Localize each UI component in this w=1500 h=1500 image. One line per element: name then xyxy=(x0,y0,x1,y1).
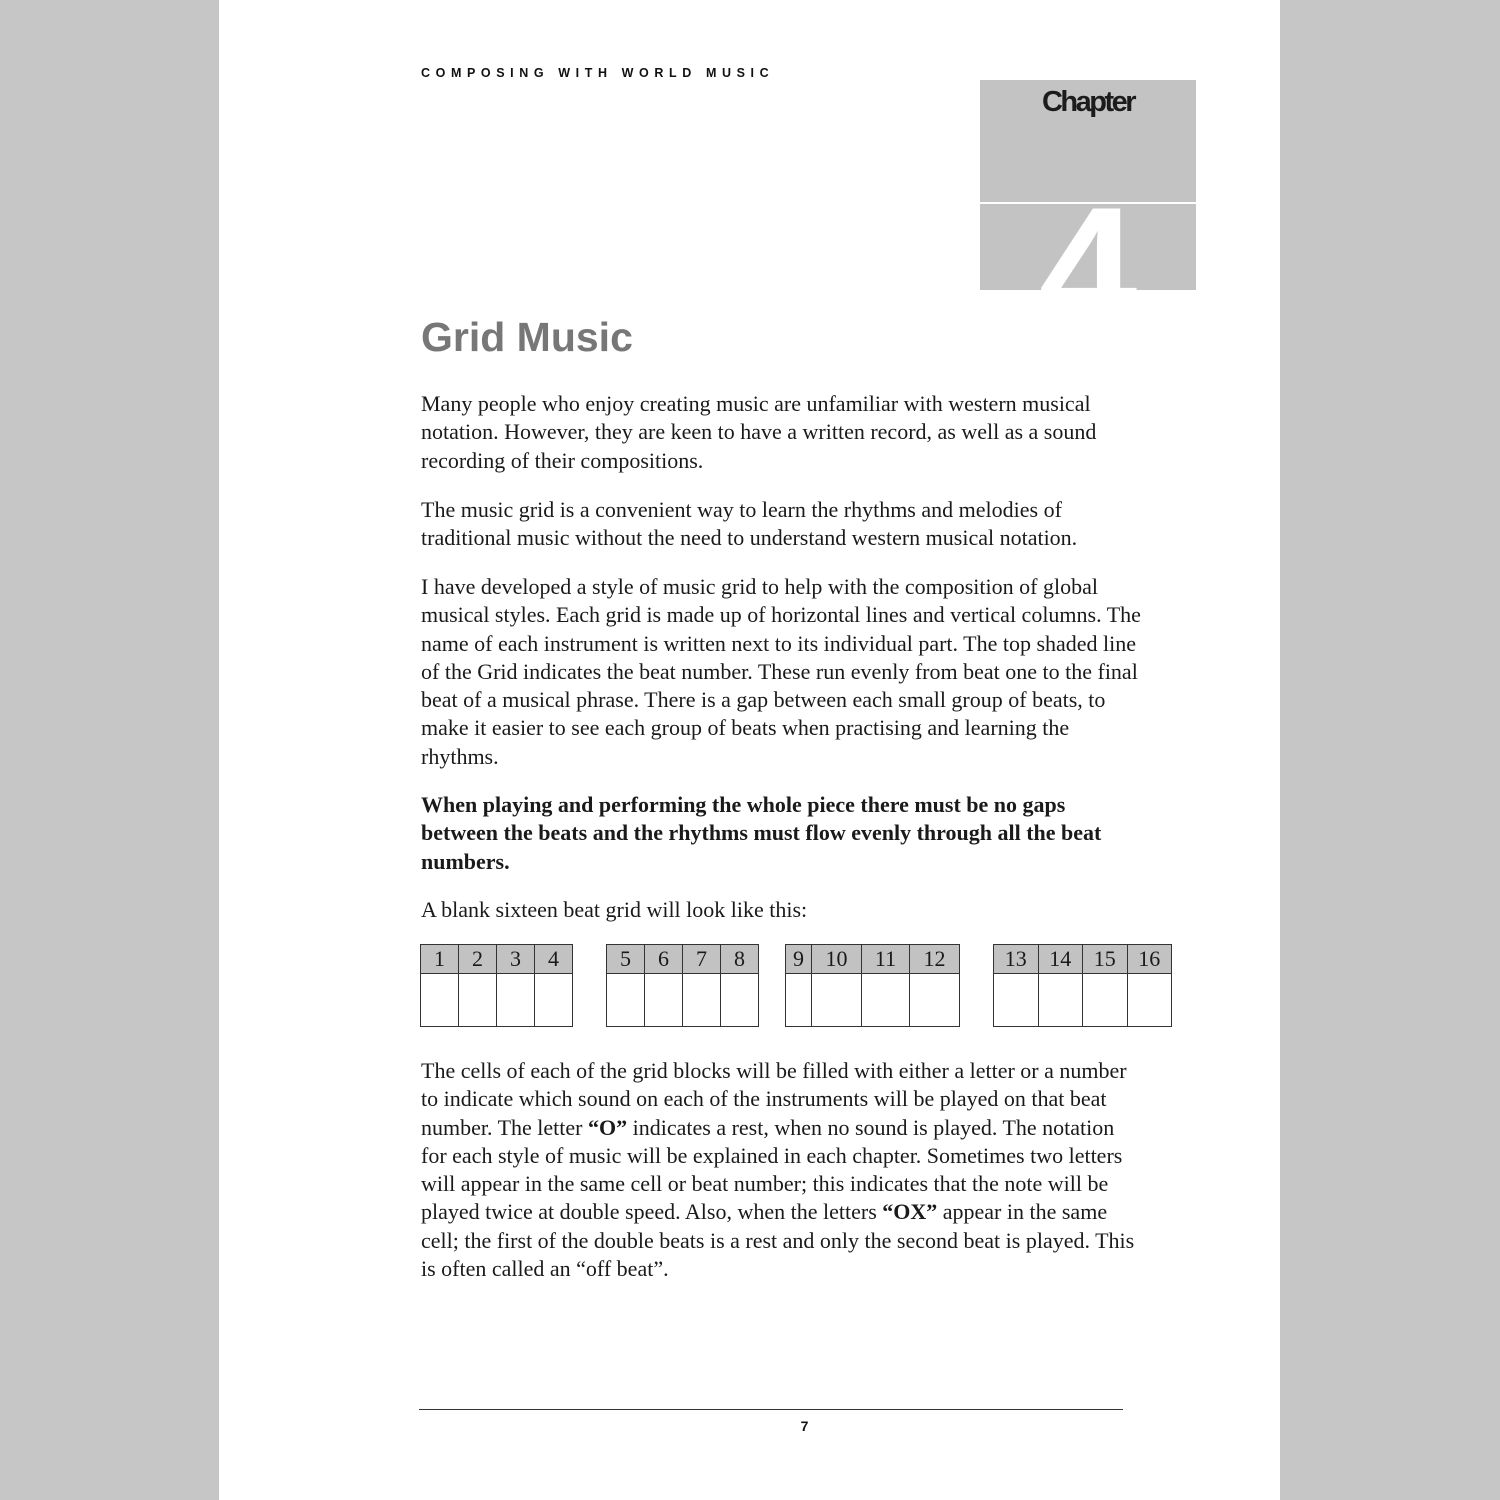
paragraph-grid-style: I have developed a style of music grid to help with the composition of global musical styles. Each grid is made up of horizontal lines and vertical columns. The name of each instrument is written next to its individual part. The top shaded line of the Grid indicates the beat number. These run evenly from beat one to the final beat of a musical phrase. There is a gap between each small group of beats, to make it easier to see each group of beats when practising and learning the rhythms. xyxy=(421,574,1141,769)
paragraph-text: appear in the same cell; the first of the double beats is a rest and only the second beat is played. This is often called an “off beat”. xyxy=(421,1199,1135,1282)
paragraph-intro: Many people who enjoy creating music are unfamiliar with western musical notation. However, they are keen to have a written record, as well as a sound recording of their compositions. xyxy=(421,391,1097,473)
grid-cell xyxy=(535,974,573,1027)
beat-number-cell: 6 xyxy=(645,945,683,974)
beat-number-cell: 3 xyxy=(497,945,535,974)
beat-number-cell: 14 xyxy=(1038,945,1083,974)
paragraph-grid-intro: A blank sixteen beat grid will look like this: xyxy=(421,897,808,922)
paragraph-text: indicates a rest, when no sound is played. The notation for each style of music will be explained in each chapter. Sometimes two letters will appear in the same cell or beat number; this indicates that the note will be played twice at double speed. Also, when the letters xyxy=(421,1114,1123,1225)
beat-grid-block xyxy=(993,944,1172,1027)
footer-divider xyxy=(419,1409,1123,1410)
grid-cell xyxy=(683,974,721,1027)
beat-number-cell: 5 xyxy=(607,945,645,974)
beat-grid-block xyxy=(606,944,759,1027)
beat-number-cell: 8 xyxy=(721,945,759,974)
beat-number-cell: 16 xyxy=(1127,945,1172,974)
beat-number-cell: 9 xyxy=(786,945,812,974)
beat-grid-block xyxy=(420,944,573,1027)
off-beat-symbol: “OX” xyxy=(882,1199,938,1225)
beat-number-cell: 4 xyxy=(535,945,573,974)
beat-number-cell: 7 xyxy=(683,945,721,974)
grid-cell xyxy=(459,974,497,1027)
grid-cell xyxy=(721,974,759,1027)
running-head: COMPOSING WITH WORLD MUSIC xyxy=(421,66,775,80)
grid-cell xyxy=(812,974,862,1027)
beat-number-cell: 12 xyxy=(910,945,960,974)
grid-cell xyxy=(861,974,909,1027)
rest-symbol: “O” xyxy=(588,1114,628,1140)
beat-number-cell: 15 xyxy=(1083,945,1128,974)
grid-cell xyxy=(910,974,960,1027)
chapter-label: Chapter xyxy=(1041,86,1135,118)
paragraph-performance-note: When playing and performing the whole piece there must be no gaps between the beats and the rhythms must flow evenly through all the beat numbers. xyxy=(421,792,1102,874)
page-number: 7 xyxy=(800,1418,809,1434)
grid-cell xyxy=(1127,974,1172,1027)
grid-cell xyxy=(645,974,683,1027)
paragraph-cell-notation xyxy=(421,1057,1141,1283)
page-title: Grid Music xyxy=(421,314,633,360)
document-page xyxy=(219,0,1280,1500)
beat-number-cell: 2 xyxy=(459,945,497,974)
beat-number-cell: 13 xyxy=(994,945,1039,974)
beat-number-cell: 1 xyxy=(421,945,459,974)
grid-cell xyxy=(497,974,535,1027)
grid-cell xyxy=(786,974,812,1027)
grid-cell xyxy=(1038,974,1083,1027)
beat-number-cell: 11 xyxy=(861,945,909,974)
paragraph-text: The cells of each of the grid blocks will be filled with either a letter or a number to indicate which sound on each of the instruments will be played on that beat number. The letter xyxy=(421,1058,1127,1140)
grid-cell xyxy=(421,974,459,1027)
chapter-number: 4 xyxy=(1038,170,1138,369)
chapter-badge xyxy=(980,80,1196,369)
beat-number-cell: 10 xyxy=(812,945,862,974)
grid-cell xyxy=(1083,974,1128,1027)
grid-cell xyxy=(994,974,1039,1027)
beat-grid-block xyxy=(785,944,960,1027)
grid-cell xyxy=(607,974,645,1027)
paragraph-music-grid: The music grid is a convenient way to learn the rhythms and melodies of traditional music without the need to understand western musical notation. xyxy=(421,497,1078,551)
